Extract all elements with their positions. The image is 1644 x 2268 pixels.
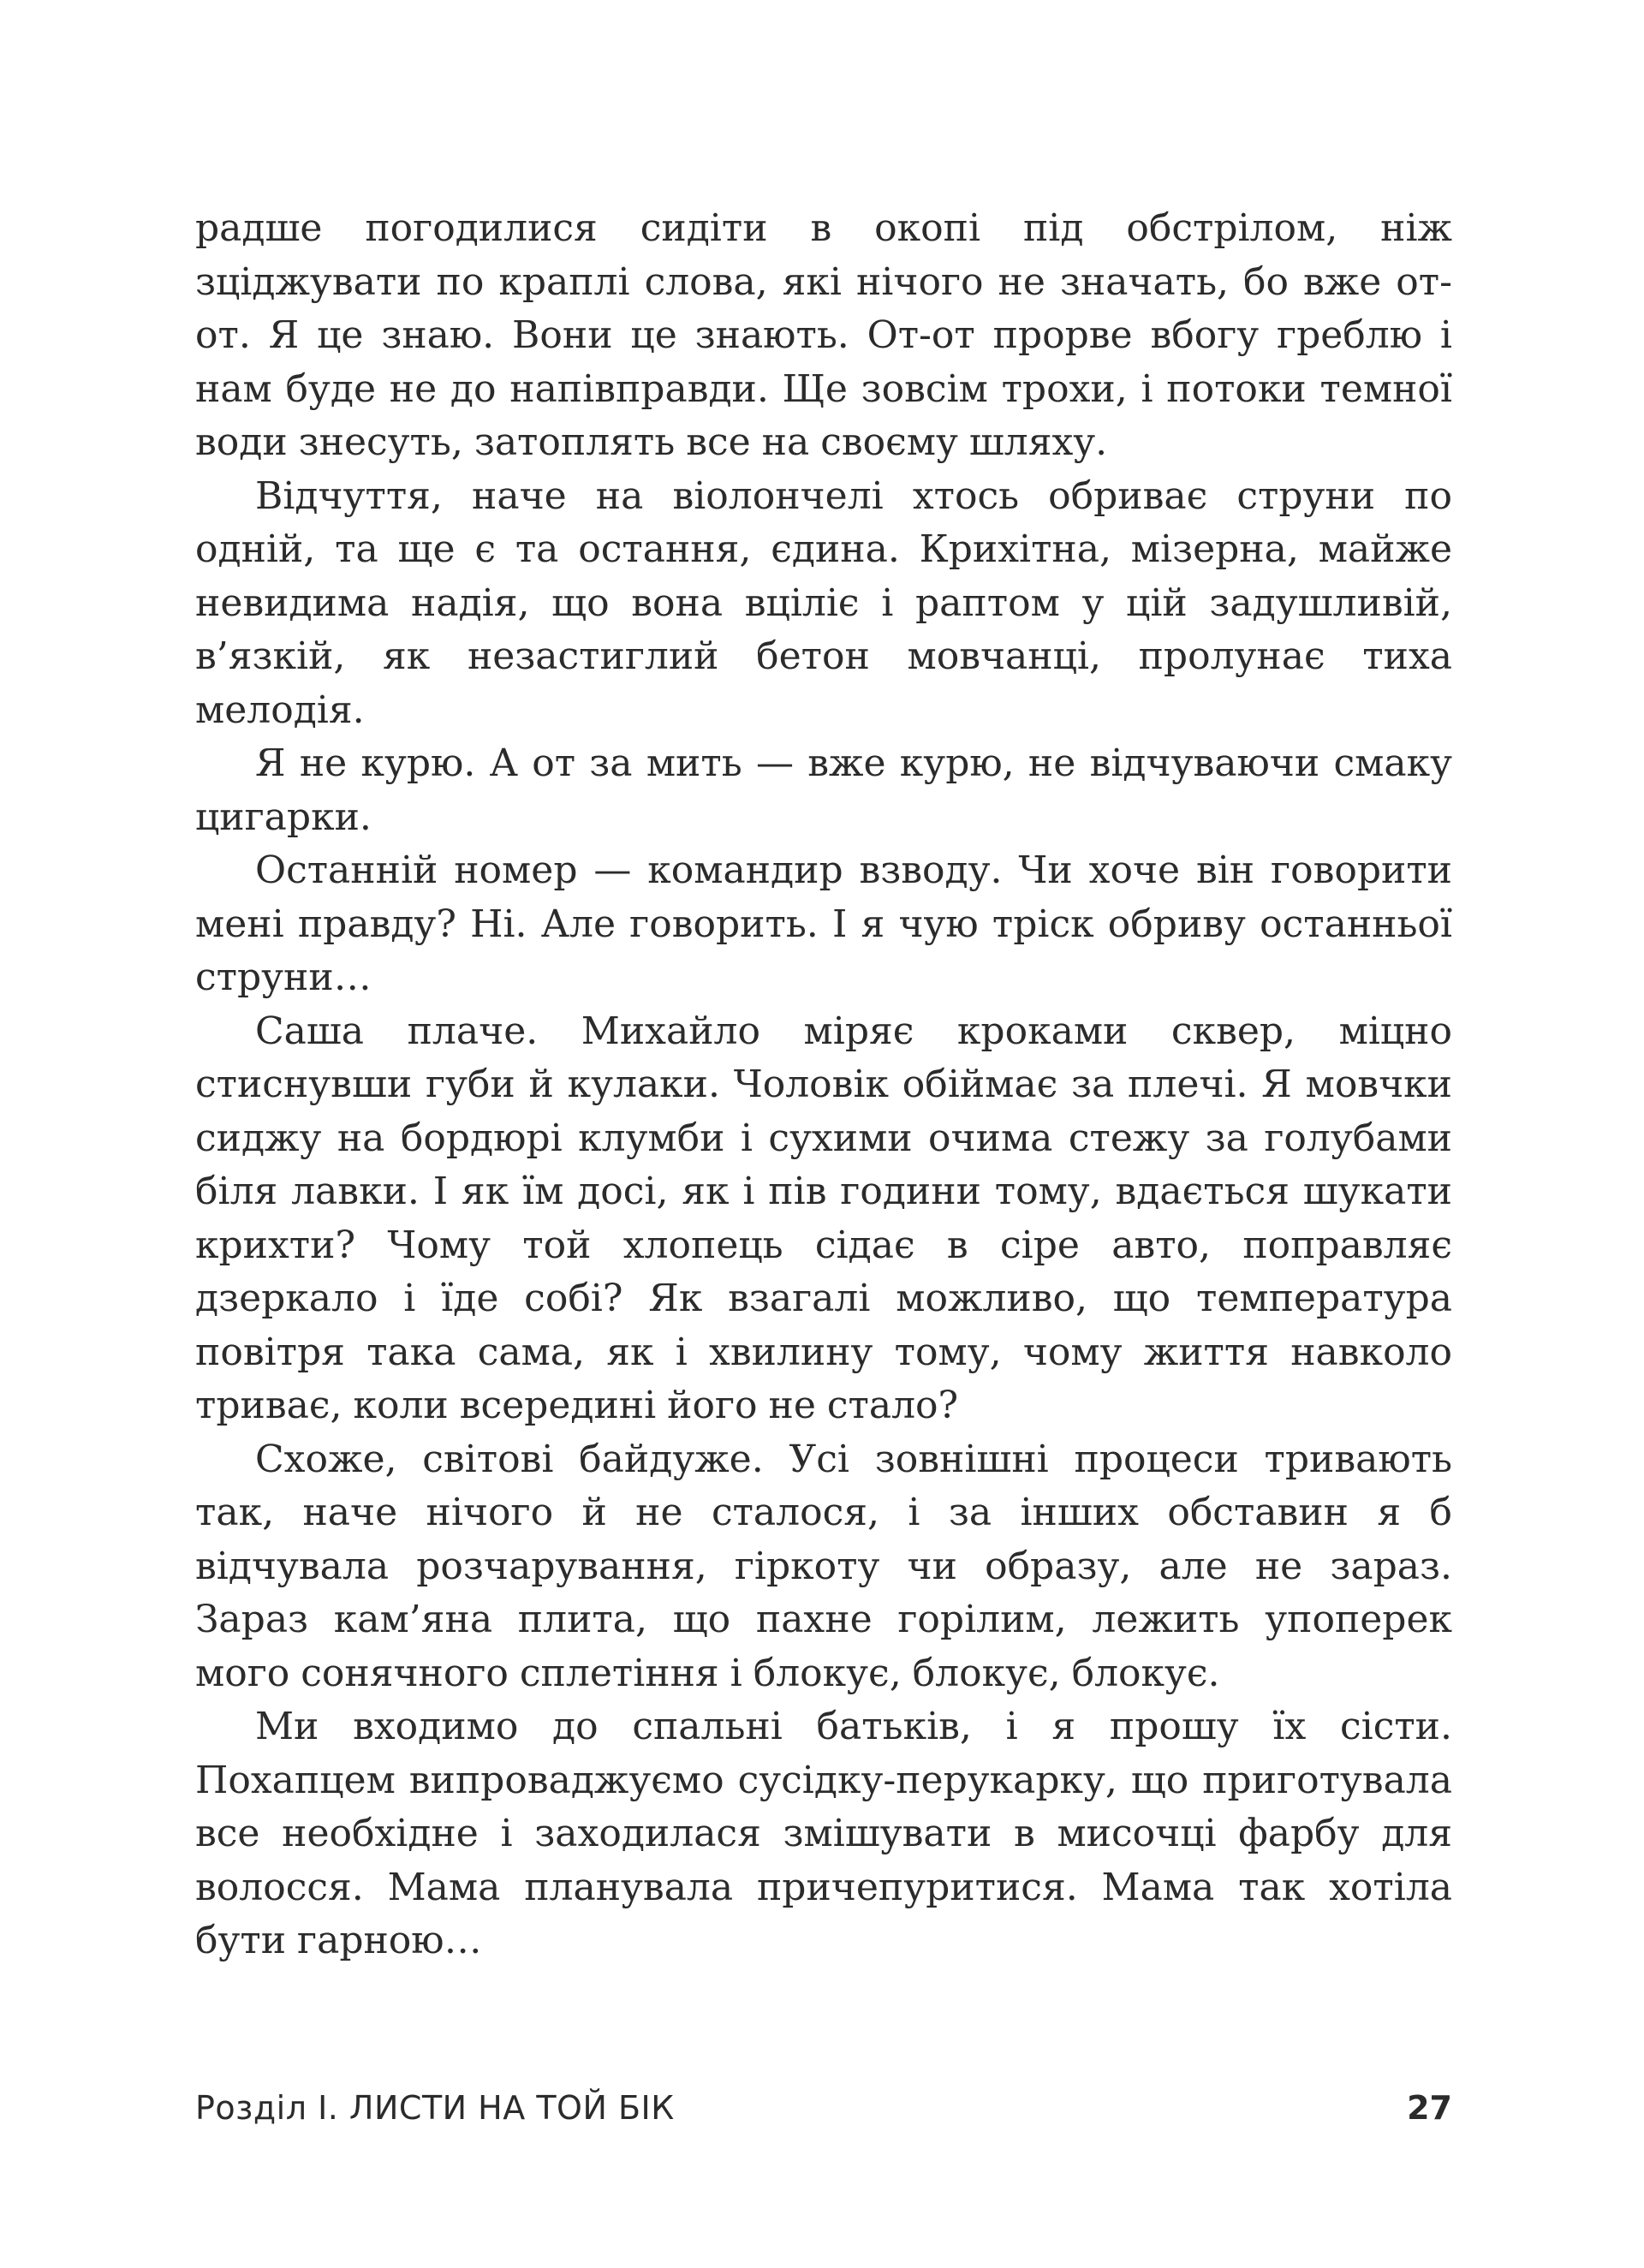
- paragraph: Останній номер — командир взводу. Чи хоче він говорити мені правду? Ні. Але говорить. І я чую тріск обриву останньої струни…: [195, 848, 1452, 999]
- running-chapter-title: Розділ I. ЛИСТИ НА ТОЙ БІК: [195, 2089, 675, 2127]
- body-text: [195, 202, 1452, 1968]
- page-footer: [195, 2089, 1452, 2140]
- paragraph: Ми входимо до спальні батьків, і я прошу їх сісти. Похапцем випроваджуємо сусідку-перукарку, що приготувала все необхідне і заходилася змішувати в мисочці фарбу для волосся. Мама планувала причепуритися. Мама так хотіла бути гарною…: [195, 1705, 1452, 1962]
- page-number: 27: [1407, 2089, 1452, 2127]
- paragraph: Схоже, світові байдуже. Усі зовнішні процеси тривають так, наче нічого й не сталося, і за інших обставин я б відчувала розчарування, гіркоту чи образу, але не зараз. Зараз кам’яна плита, що пахне горілим, лежить упоперек мого сонячного сплетіння і блокує, блокує, блокує.: [195, 1437, 1452, 1695]
- paragraph-continuation: радше погодилися сидіти в окопі під обстрілом, ніж зціджувати по краплі слова, які нічого не значать, бо вже от-от. Я це знаю. Вони це знають. От-от прорве вбогу греблю і нам буде не до напівправди. Ще зовсім трохи, і потоки темної води знесуть, затоплять все на своєму шляху.: [195, 206, 1452, 464]
- paragraph: Я не курю. А от за мить — вже курю, не відчуваючи смаку цигарки.: [195, 741, 1452, 839]
- paragraph: Саша плаче. Михайло міряє кроками сквер, міцно стиснувши губи й кулаки. Чоловік обіймає за плечі. Я мовчки сиджу на бордюрі клумби і сухими очима стежу за голубами біля лавки. І як їм досі, як і пів години тому, вдається шукати крихти? Чому той хлопець сідає в сіре авто, поправляє дзеркало і їде собі? Як взагалі можливо, що температура повітря така сама, як і хвилину тому, чому життя навколо триває, коли всередині його не стало?: [195, 1009, 1452, 1427]
- paragraph: Відчуття, наче на віолончелі хтось обриває струни по одній, та ще є та остання, єдина. Крихітна, мізерна, майже невидима надія, що вона вціліє і раптом у цій задушливій, в’язкій, як незастиглий бетон мовчанці, пролунає тиха мелодія.: [195, 473, 1452, 732]
